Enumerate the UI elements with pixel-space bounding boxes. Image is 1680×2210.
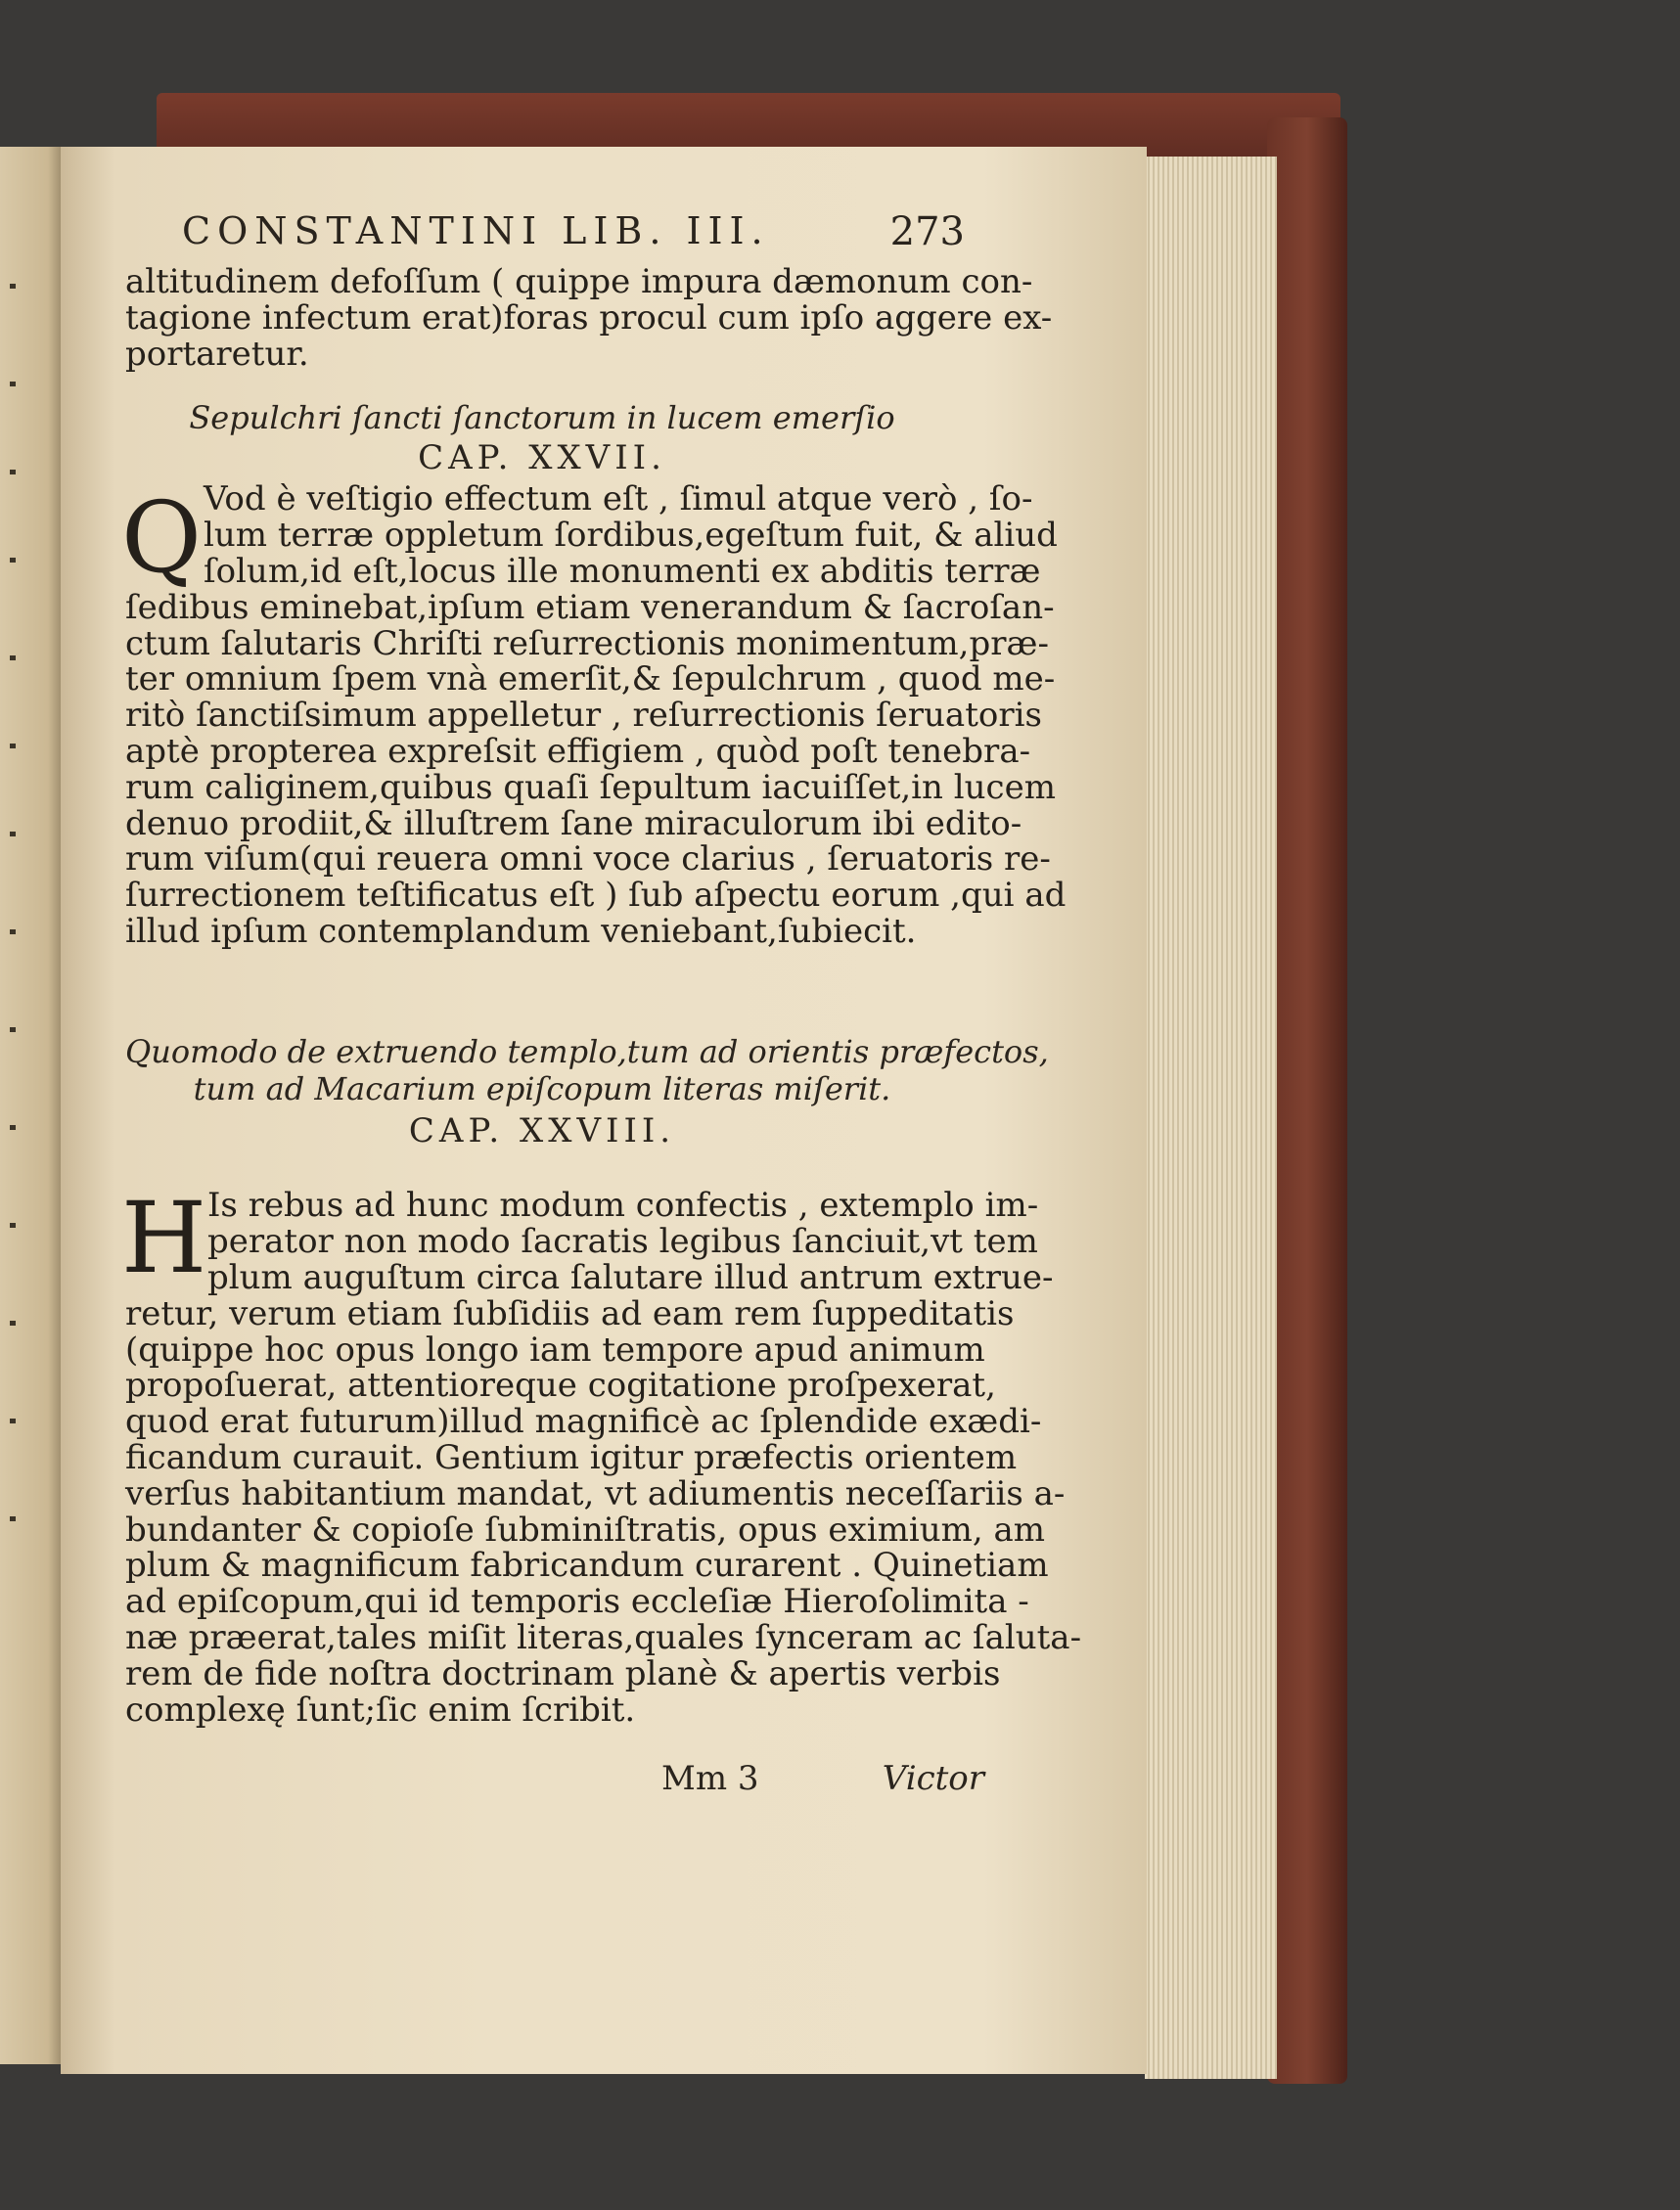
text-line: ſolum,id eſt,locus ille monumenti ex abditis terræ (204, 552, 1041, 591)
ink-mark (10, 284, 16, 289)
text-line: portaretur. (125, 334, 309, 374)
text-line: rum viſum(qui reuera omni voce clarius , ſeruatoris re- (125, 839, 1051, 879)
text-line: Is rebus ad hunc modum confectis , extemplo im- (207, 1186, 1039, 1225)
ink-mark (10, 1321, 16, 1326)
ink-mark (10, 558, 16, 563)
text-line: perator non modo ſacratis legibus ſanciuit,vt tem (207, 1221, 1038, 1261)
page-block-edges (1145, 157, 1277, 2079)
text-line: altitudinem defoſſum ( quippe impura dæmonum con- (125, 262, 1033, 301)
heading-line: Quomodo de extruendo templo,tum ad orientis præfectos, (125, 1033, 1049, 1070)
ink-mark (10, 1027, 16, 1032)
intro-paragraph (125, 262, 1053, 374)
chapter-number: CAP. XXVIII. (408, 1111, 676, 1150)
text-line: lum terræ oppletum ſordibus,egeſtum fuit, & aliud (204, 515, 1058, 555)
text-line: ctum ſalutaris Chriſti reſurrectionis monimentum,præ- (125, 623, 1049, 663)
ink-mark (10, 929, 16, 934)
chapter-heading (125, 1033, 1049, 1107)
text-line: rem de fide noſtra doctrinam planè & apertis verbis (125, 1653, 1001, 1693)
text-line: ficandum curauit. Gentium igitur præfectis orientem (125, 1437, 1018, 1477)
running-header (182, 209, 965, 258)
chapter-number: CAP. XXVII. (418, 438, 666, 477)
text-line: quod erat futurum)illud magnificè ac ſplendide exædi- (125, 1402, 1042, 1442)
chapter-heading: Sepulchri ſancti ſanctorum in lucem emerſio (189, 399, 895, 436)
ink-mark (10, 1223, 16, 1228)
book-cover-spine (1267, 117, 1347, 2084)
text-line: ſedibus eminebat,ipſum etiam venerandum & ſacroſan- (125, 587, 1055, 627)
text-line: retur, verum etiam ſubſidiis ad eam rem ſuppeditatis (125, 1293, 1015, 1333)
ink-mark (10, 1125, 16, 1130)
catchword: Victor (882, 1759, 984, 1798)
left-page-edge (0, 147, 68, 2064)
text-line: denuo prodiit,& illuſtrem ſane miraculorum ibi edito- (125, 803, 1022, 843)
text-line: propoſuerat, attentioreque cogitatione proſpexerat, (125, 1366, 996, 1406)
text-line: næ præerat,tales miſit literas,quales ſynceram ac ſaluta- (125, 1617, 1082, 1657)
text-line: rum caliginem,quibus quaſi ſepultum iacuiſſet,in lucem (125, 767, 1056, 807)
ink-mark (10, 744, 16, 748)
text-line: aptè propterea expreſsit effigiem , quòd poſt tenebra- (125, 731, 1031, 771)
heading-line: tum ad Macarium epiſcopum literas miſerit. (193, 1070, 891, 1107)
text-line: (quippe hoc opus longo iam tempore apud animum (125, 1330, 985, 1370)
paragraph-lead (207, 1186, 1039, 1261)
text-line: Vod è veſtigio effectum eſt , ſimul atque verò , ſo- (204, 479, 1033, 519)
text-line: verſus habitantium mandat, vt adiumentis neceſſariis a- (125, 1473, 1066, 1513)
text-line: ſurrectionem teſtificatus eſt ) ſub aſpectu eorum ,qui ad (125, 876, 1067, 916)
text-line: plum & magnificum fabricandum curarent . Quinetiam (125, 1546, 1049, 1586)
drop-cap: H (121, 1181, 207, 1295)
paragraph-lead (204, 479, 1058, 555)
text-line: tagione infectum erat)foras procul cum ipſo aggere ex- (125, 297, 1053, 338)
chapter-paragraph (125, 552, 1067, 951)
page-footer (661, 1759, 984, 1802)
text-line: ter omnium ſpem vnà emerſit,& ſepulchrum , quod me- (125, 659, 1056, 699)
text-line: bundanter & copioſe ſubminiſtratis, opus eximium, am (125, 1510, 1045, 1550)
ink-mark (10, 1419, 16, 1423)
text-line: complexę ſunt;ſic enim ſcribit. (125, 1690, 636, 1730)
chapter-paragraph (125, 1258, 1082, 1730)
ink-mark (10, 1516, 16, 1521)
ink-mark (10, 832, 16, 836)
ink-mark (10, 655, 16, 660)
ink-mark (10, 470, 16, 474)
text-line: ritò ſanctiſsimum appelletur , reſurrectionis ſeruatoris (125, 696, 1042, 736)
text-line: plum auguſtum circa ſalutare illud antrum extrue- (207, 1258, 1054, 1297)
drop-cap: Q (121, 480, 202, 595)
page-number: 273 (889, 209, 965, 254)
text-line: illud ipſum contemplandum veniebant,ſubiecit. (125, 911, 917, 951)
running-title: CONSTANTINI LIB. III. (182, 209, 770, 252)
ink-mark (10, 382, 16, 386)
signature-mark: Mm 3 (661, 1759, 759, 1798)
text-line: ad epiſcopum,qui id temporis eccleſiæ Hieroſolimita - (125, 1582, 1029, 1622)
